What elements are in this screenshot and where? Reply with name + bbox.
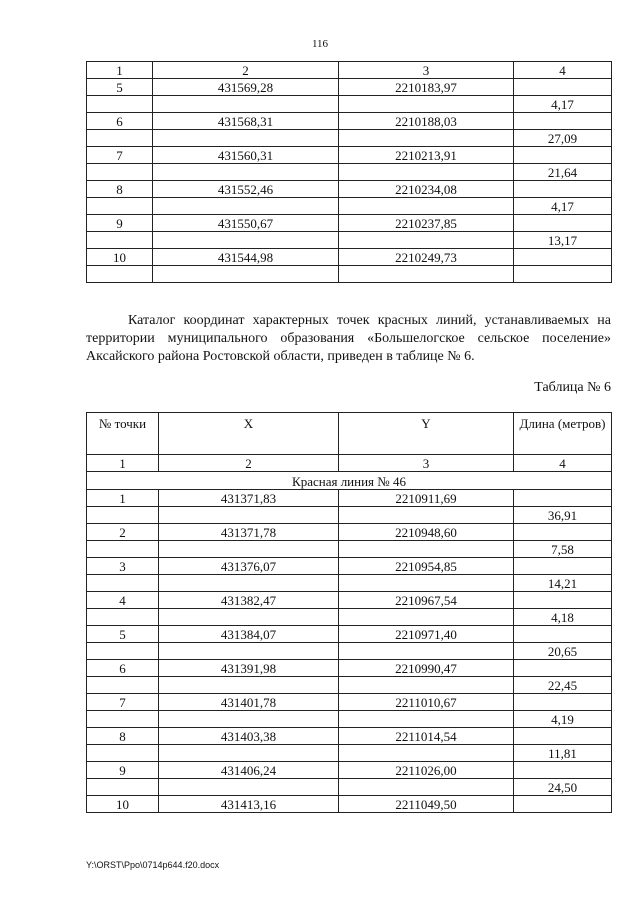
cell-length: 14,21 [514,575,612,592]
cell-point: 4 [87,592,159,609]
cell-length [514,249,612,266]
cell-length: 13,17 [514,232,612,249]
cell-point: 6 [87,113,153,130]
table-caption: Таблица № 6 [534,380,611,395]
cell-y: 2210213,91 [339,147,514,164]
cell-length: 4,19 [514,711,612,728]
cell-x: 431401,78 [159,694,339,711]
cell-x: 431371,78 [159,524,339,541]
cell-length [514,215,612,232]
table-row [87,796,612,813]
column-number: 1 [87,62,153,79]
table-row [87,558,612,575]
cell-point [87,745,159,762]
cell-length: 11,81 [514,745,612,762]
cell-length [514,694,612,711]
cell-point [87,232,153,249]
cell-y [339,266,514,283]
cell-x: 431560,31 [153,147,339,164]
table-row [87,609,612,626]
cell-length [514,660,612,677]
table-row [87,130,612,147]
cell-x: 431569,28 [153,79,339,96]
cell-point: 1 [87,490,159,507]
cell-y: 2210188,03 [339,113,514,130]
cell-x [153,232,339,249]
cell-point: 7 [87,694,159,711]
cell-length: 36,91 [514,507,612,524]
cell-length [514,79,612,96]
cell-length: 20,65 [514,643,612,660]
table-row [87,541,612,558]
cell-length: 4,18 [514,609,612,626]
table-row [87,745,612,762]
cell-point [87,198,153,215]
cell-length [514,490,612,507]
cell-length [514,147,612,164]
cell-point: 8 [87,181,153,198]
cell-y: 2211026,00 [339,762,514,779]
cell-point: 5 [87,79,153,96]
cell-x [153,164,339,181]
cell-point [87,164,153,181]
catalog-paragraph [86,312,611,366]
table-row [87,626,612,643]
table-row [87,96,612,113]
cell-y: 2210237,85 [339,215,514,232]
cell-x: 431384,07 [159,626,339,643]
cell-point [87,266,153,283]
cell-length [514,524,612,541]
cell-length: 21,64 [514,164,612,181]
cell-point [87,609,159,626]
cell-x [153,198,339,215]
header-y: Y [339,413,514,455]
cell-point [87,575,159,592]
cell-x: 431550,67 [153,215,339,232]
cell-point: 6 [87,660,159,677]
cell-x [159,541,339,558]
table-row [87,660,612,677]
cell-y: 2210990,47 [339,660,514,677]
cell-length [514,558,612,575]
cell-length: 4,17 [514,198,612,215]
cell-length: 27,09 [514,130,612,147]
cell-length [514,181,612,198]
cell-y [339,541,514,558]
table-row [87,249,612,266]
cell-x: 431376,07 [159,558,339,575]
cell-x [159,609,339,626]
table-row [87,507,612,524]
cell-x [159,779,339,796]
cell-x: 431403,38 [159,728,339,745]
coordinates-table-6 [86,412,612,813]
cell-point [87,711,159,728]
cell-x: 431552,46 [153,181,339,198]
cell-point [87,541,159,558]
section-row [87,472,612,490]
cell-point [87,130,153,147]
cell-y: 2210948,60 [339,524,514,541]
header-x: X [159,413,339,455]
cell-x: 431568,31 [153,113,339,130]
column-number-row [87,455,612,472]
table-row [87,694,612,711]
cell-length: 7,58 [514,541,612,558]
coordinates-table-continued [86,61,612,283]
cell-point: 3 [87,558,159,575]
cell-y: 2210911,69 [339,490,514,507]
table-row [87,728,612,745]
column-number: 2 [159,455,339,472]
cell-x [153,130,339,147]
table-row [87,164,612,181]
column-number: 1 [87,455,159,472]
table-row [87,490,612,507]
cell-point [87,96,153,113]
cell-y: 2210967,54 [339,592,514,609]
cell-y [339,677,514,694]
table-row [87,575,612,592]
cell-y [339,575,514,592]
cell-length: 22,45 [514,677,612,694]
page-number: 116 [311,38,329,50]
cell-point: 7 [87,147,153,164]
table-row [87,198,612,215]
cell-length [514,796,612,813]
table-row [87,113,612,130]
table-row [87,592,612,609]
cell-length: 4,17 [514,96,612,113]
cell-point [87,507,159,524]
cell-x [159,507,339,524]
column-number: 3 [339,62,514,79]
cell-point [87,677,159,694]
table-row [87,266,612,283]
cell-x [153,266,339,283]
cell-x [153,96,339,113]
column-number: 3 [339,455,514,472]
cell-point [87,643,159,660]
cell-y [339,507,514,524]
column-number: 2 [153,62,339,79]
cell-x: 431391,98 [159,660,339,677]
cell-length [514,113,612,130]
cell-y: 2210954,85 [339,558,514,575]
cell-x: 431406,24 [159,762,339,779]
cell-length [514,266,612,283]
cell-y [339,779,514,796]
column-number-row [87,62,612,79]
table-row [87,643,612,660]
table-row [87,215,612,232]
table-row [87,677,612,694]
column-number: 4 [514,62,612,79]
cell-length [514,626,612,643]
file-path-footer: Y:\ORST\Ppo\0714p644.f20.docx [86,860,220,870]
cell-point: 5 [87,626,159,643]
cell-y [339,130,514,147]
table-row [87,779,612,796]
column-number: 4 [514,455,612,472]
paragraph-text: Каталог координат характерных точек красных линий, устанавливаемых на территории муниципального образования «Большелогское сельское поселение» Аксайского района Ростовской области, приведен в таблице № 6. [86,313,611,364]
cell-point: 10 [87,796,159,813]
cell-x: 431371,83 [159,490,339,507]
table-row [87,232,612,249]
cell-x [159,643,339,660]
cell-point: 9 [87,762,159,779]
cell-y [339,232,514,249]
cell-y: 2210971,40 [339,626,514,643]
header-point: № точки [87,413,159,455]
cell-y [339,711,514,728]
cell-y [339,609,514,626]
cell-y [339,164,514,181]
cell-y: 2210183,97 [339,79,514,96]
header-row [87,413,612,455]
table-row [87,79,612,96]
section-title: Красная линия № 46 [87,472,612,490]
cell-length [514,762,612,779]
cell-y: 2211010,67 [339,694,514,711]
cell-y [339,745,514,762]
cell-point: 10 [87,249,153,266]
cell-y: 2210249,73 [339,249,514,266]
cell-y [339,643,514,660]
cell-point: 9 [87,215,153,232]
cell-point: 8 [87,728,159,745]
cell-y: 2210234,08 [339,181,514,198]
cell-x: 431382,47 [159,592,339,609]
cell-x [159,575,339,592]
cell-x [159,711,339,728]
cell-length [514,592,612,609]
table-row [87,524,612,541]
table-row [87,711,612,728]
cell-x: 431544,98 [153,249,339,266]
cell-x [159,677,339,694]
cell-y [339,198,514,215]
cell-y [339,96,514,113]
cell-length: 24,50 [514,779,612,796]
header-length: Длина (метров) [514,413,612,455]
cell-y: 2211014,54 [339,728,514,745]
table-row [87,762,612,779]
cell-x [159,745,339,762]
table-row [87,147,612,164]
cell-length [514,728,612,745]
cell-x: 431413,16 [159,796,339,813]
cell-point: 2 [87,524,159,541]
table-row [87,181,612,198]
cell-y: 2211049,50 [339,796,514,813]
cell-point [87,779,159,796]
